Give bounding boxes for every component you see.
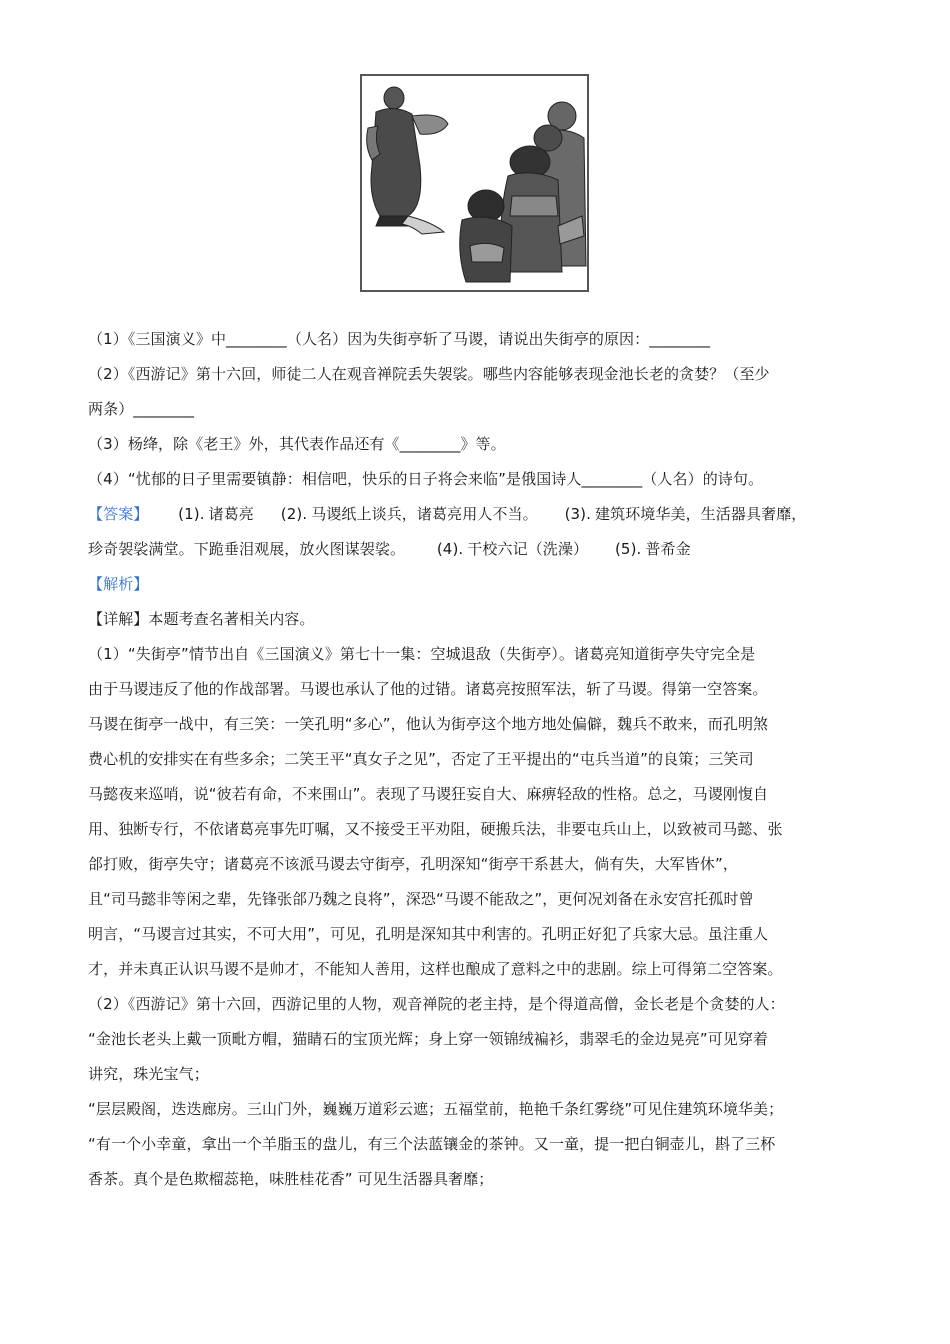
answer-text: 马谡纸上谈兵，诸葛亮用人不当。: [311, 505, 538, 523]
answer-text: 诸葛亮: [208, 505, 254, 523]
answer-item-5: [615, 540, 691, 558]
answer-item-2: [281, 505, 538, 523]
answer-item-1: [178, 505, 254, 523]
answer-number: (3).: [564, 505, 591, 523]
analysis-line: 由于马谡违反了他的作战部署。马谡也承认了他的过错。诸葛亮按照军法，斩了马谡。得第一空答案。: [88, 680, 768, 698]
analysis-line: “层层殿阁，迭迭廊房。三山门外，巍巍万道彩云遮；五福堂前，艳艳千条红雾绕”可见住建筑环境华美；: [88, 1100, 784, 1118]
answer-item-4: [437, 540, 588, 558]
analysis-line: （2）《西游记》第十六回，西游记里的人物，观音禅院的老主持，是个得道高僧，金长老是个贪婪的人：: [88, 995, 785, 1013]
answer-number: (4).: [436, 540, 464, 558]
analysis-line: “有一个小幸童，拿出一个羊脂玉的盘儿，有三个法蓝镶金的茶钟。又一童，提一把白铜壶儿，斟了三杯: [88, 1135, 776, 1153]
answer-text: 干校六记（洗澡）: [467, 540, 589, 558]
answer-tag: 【答案】: [88, 505, 149, 523]
answer-line-1: [88, 505, 868, 540]
question-3: （3）杨绛，除《老王》外，其代表作品还有《________》等。: [88, 435, 506, 453]
analysis-line: 郃打败，街亭失守；诸葛亮不该派马谡去守街亭，孔明深知“街亭干系甚大，倘有失，大军皆休”，: [88, 855, 738, 873]
analysis-line: 才，并未真正认识马谡不是帅才，不能知人善用，这样也酿成了意料之中的悲剧。综上可得第二空答案。: [88, 960, 783, 978]
analysis-line: 且“司马懿非等闲之辈，先锋张郃乃魏之良将”，深恐“马谡不能敌之”，更何况刘备在永安宫托孤时曾: [88, 890, 754, 908]
answer-number: (5).: [614, 540, 642, 558]
answer-item-3: [565, 505, 807, 523]
analysis-line: 讲究，珠光宝气；: [88, 1065, 209, 1083]
answer-text: 普希金: [645, 540, 691, 558]
document-body: [88, 330, 868, 1205]
illustration-figure: [360, 74, 589, 292]
analysis-line: 马懿夜来巡哨，说“彼若有命，不来围山”。表现了马谡狂妄自大、麻痹轻敌的性格。总之，马谡刚愎自: [88, 785, 769, 803]
analysis-line: “金池长老头上戴一顶毗方帽，猫睛石的宝顶光辉；身上穿一领锦绒褊衫，翡翠毛的金边晃亮”可见穿着: [88, 1030, 769, 1048]
analysis-line: 香茶。真个是色欺榴蕊艳，味胜桂花香” 可见生活器具奢靡；: [88, 1170, 494, 1188]
answer-number: (2).: [280, 505, 308, 523]
question-1: （1）《三国演义》中________（人名）因为失街亭斩了马谡，请说出失街亭的原因：________: [88, 330, 711, 348]
analysis-tag: 【解析】: [88, 575, 149, 593]
answer-line-2: [88, 540, 868, 575]
question-2-line-2: 两条）________: [88, 400, 195, 418]
xiyouji-illustration: [362, 76, 587, 290]
analysis-line: 用、独断专行，不依诸葛亮事先叮嘱，又不接受王平劝阻，硬搬兵法，非要屯兵山上，以致被司马懿、张: [88, 820, 783, 838]
analysis-line: 明言，“马谡言过其实，不可大用”，可见，孔明是深知其中利害的。孔明正好犯了兵家大忌。虽注重人: [88, 925, 769, 943]
answer-number: (1).: [178, 505, 205, 523]
analysis-line: 马谡在街亭一战中，有三笑：一笑孔明“多心”，他认为街亭这个地方地处偏僻，魏兵不敢来，而孔明煞: [88, 715, 769, 733]
analysis-line: 【详解】本题考查名著相关内容。: [88, 610, 315, 628]
question-2-line-1: （2）《西游记》第十六回，师徒二人在观音禅院丢失袈裟。哪些内容能够表现金池长老的贪婪？（至少: [88, 365, 770, 383]
question-4: （4）“忧郁的日子里需要镇静：相信吧，快乐的日子将会来临”是俄国诗人________（人名）的诗句。: [88, 470, 764, 488]
analysis-line: 费心机的安排实在有些多余；二笑王平“真女子之见”，否定了王平提出的“屯兵当道”的良策；三笑司: [88, 750, 754, 768]
answer-text: 建筑环境华美，生活器具奢靡，: [595, 505, 807, 523]
answer-continuation: 珍奇袈裟满堂。下跪垂泪观展，放火图谋袈裟。: [88, 540, 406, 558]
analysis-line: （1）“失街亭”情节出自《三国演义》第七十一集：空城退敌（失街亭）。诸葛亮知道街亭失守完全是: [88, 645, 756, 663]
